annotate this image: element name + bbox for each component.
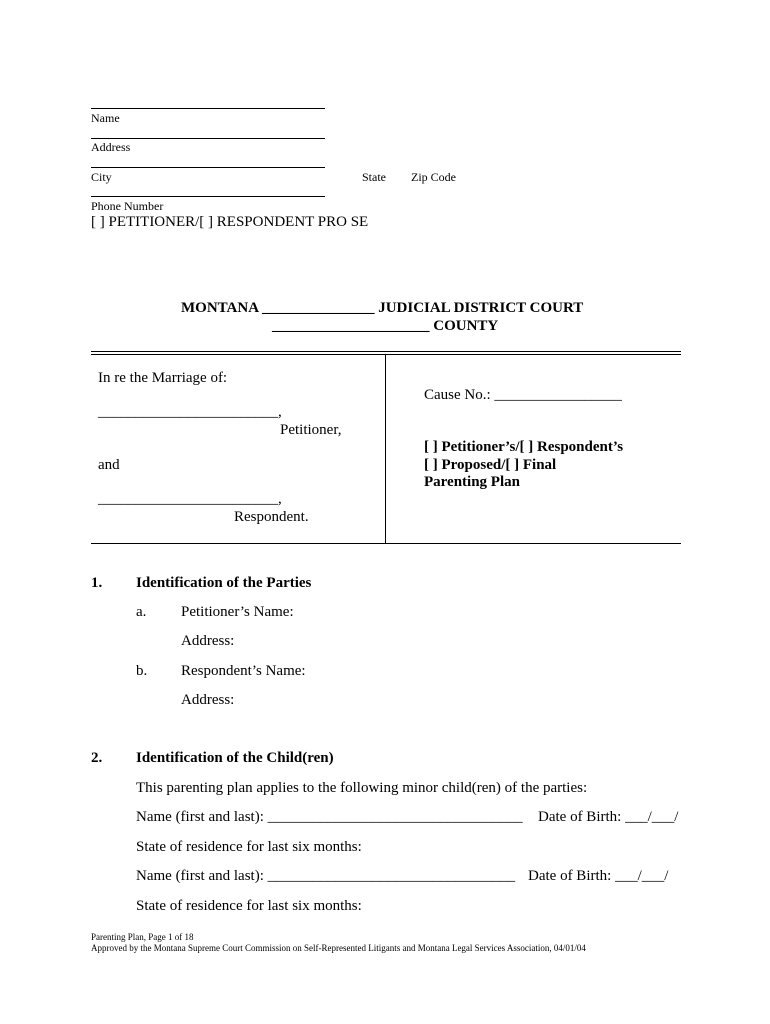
phone-line bbox=[91, 196, 325, 197]
section-1-heading: Identification of the Parties bbox=[136, 575, 312, 591]
phone-label: Phone Number bbox=[91, 199, 164, 213]
child-1-dob: Date of Birth: ___/___/ bbox=[538, 809, 679, 825]
caption-top-rule-1 bbox=[91, 351, 681, 352]
cause-number: Cause No.: _________________ bbox=[424, 387, 622, 403]
state-label: State bbox=[362, 170, 386, 184]
caption-divider bbox=[385, 354, 386, 544]
document-title-2: [ ] Proposed/[ ] Final bbox=[424, 457, 557, 473]
child-2-residence: State of residence for last six months: bbox=[136, 898, 362, 914]
caption-bottom-rule bbox=[91, 543, 681, 544]
child-2-name: Name (first and last): _________________________________ bbox=[136, 868, 516, 884]
city-line bbox=[91, 167, 325, 168]
petitioner-label: Petitioner, bbox=[280, 422, 342, 438]
respondent-blank: ________________________, bbox=[98, 491, 282, 507]
zip-label: Zip Code bbox=[411, 170, 456, 184]
court-line-2: _____________________ COUNTY bbox=[272, 318, 499, 334]
address-line bbox=[91, 138, 325, 139]
petitioner-name-label: Petitioner’s Name: bbox=[181, 604, 294, 620]
name-label: Name bbox=[91, 111, 120, 125]
name-line bbox=[91, 108, 325, 109]
respondent-name-label: Respondent’s Name: bbox=[181, 663, 306, 679]
child-1-name: Name (first and last): __________________________________ bbox=[136, 809, 523, 825]
section-2-number: 2. bbox=[91, 750, 103, 766]
item-a-marker: a. bbox=[136, 604, 147, 620]
section-2-intro: This parenting plan applies to the following minor child(ren) of the parties: bbox=[136, 780, 588, 796]
petitioner-blank: ________________________, bbox=[98, 404, 282, 420]
footer-approval: Approved by the Montana Supreme Court Commission on Self-Represented Litigants and Montana Legal Services Association, 04/01/04 bbox=[91, 943, 586, 953]
footer-page: Parenting Plan, Page 1 of 18 bbox=[91, 932, 194, 942]
caption-top-rule-2 bbox=[91, 354, 681, 355]
petitioner-address-label: Address: bbox=[181, 633, 235, 649]
section-2-heading: Identification of the Child(ren) bbox=[136, 750, 334, 766]
child-1-residence: State of residence for last six months: bbox=[136, 839, 362, 855]
respondent-label: Respondent. bbox=[234, 509, 309, 525]
document-title-3: Parenting Plan bbox=[424, 474, 520, 490]
document-title-1: [ ] Petitioner’s/[ ] Respondent’s bbox=[424, 439, 624, 455]
in-re-label: In re the Marriage of: bbox=[98, 370, 228, 386]
city-label: City bbox=[91, 170, 112, 184]
court-line-1: MONTANA _______________ JUDICIAL DISTRICT COURT bbox=[181, 300, 584, 316]
respondent-address-label: Address: bbox=[181, 692, 235, 708]
address-label: Address bbox=[91, 140, 131, 154]
child-2-dob: Date of Birth: ___/___/ bbox=[528, 868, 669, 884]
section-1-number: 1. bbox=[91, 575, 103, 591]
item-b-marker: b. bbox=[136, 663, 148, 679]
and-label: and bbox=[98, 457, 120, 473]
party-status: [ ] PETITIONER/[ ] RESPONDENT PRO SE bbox=[91, 214, 369, 230]
